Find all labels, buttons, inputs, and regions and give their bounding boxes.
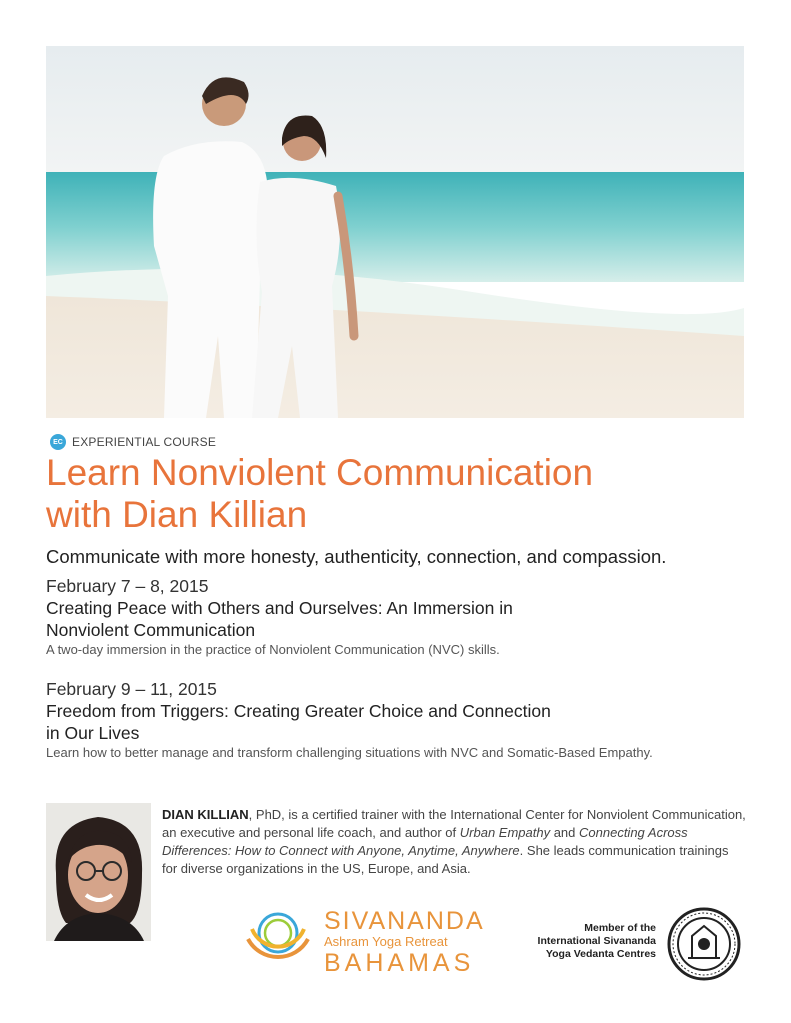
course-title [46, 700, 736, 744]
title-line-1: Learn Nonviolent Communication [46, 452, 594, 493]
course-type-label: EXPERIENTIAL COURSE [72, 435, 217, 449]
title-line-2: with Dian Killian [46, 494, 308, 535]
book-title: Connecting Across Differences: How to Connect with Anyone, Anytime, Anywhere [162, 825, 688, 858]
logo-line-1: SIVANANDA [324, 907, 485, 935]
member-line-2: International Sivananda [537, 935, 656, 947]
logo-line-3: BAHAMAS [324, 949, 475, 977]
course-block-1 [46, 576, 736, 659]
sivananda-seal-emblem [666, 906, 742, 987]
bio-text: . She leads communication trainings for diverse organizations in the US, Europe, and Asia. [162, 843, 729, 876]
membership-note [520, 922, 656, 961]
bio-text: and [550, 825, 580, 840]
page-title [46, 452, 746, 536]
course-title-line-2: in Our Lives [46, 723, 140, 743]
book-title: Urban Empathy [459, 825, 551, 840]
instructor-name: DIAN KILLIAN [162, 807, 249, 822]
bio-text: , PhD, is a certified trainer with the International Center for Nonviolent Communication, an executive and personal life coach, and author of [162, 807, 746, 840]
sivananda-rings-icon [246, 909, 316, 975]
member-line-3: Yoga Vedanta Centres [545, 948, 656, 960]
course-description: Learn how to better manage and transform challenging situations with NVC and Somatic-Based Empathy. [46, 745, 653, 760]
sivananda-logo [246, 908, 485, 976]
course-type-badge [50, 434, 216, 450]
hero-photo [46, 46, 744, 418]
course-title [46, 597, 736, 641]
instructor-bio [162, 806, 747, 878]
instructor-portrait [46, 803, 151, 941]
course-description: A two-day immersion in the practice of Nonviolent Communication (NVC) skills. [46, 642, 500, 657]
experiential-course-icon: EC [50, 434, 66, 450]
course-date: February 9 – 11, 2015 [46, 679, 217, 699]
course-title-line-1: Freedom from Triggers: Creating Greater Choice and Connection [46, 701, 551, 721]
tagline: Communicate with more honesty, authenticity, connection, and compassion. [46, 546, 667, 567]
course-block-2 [46, 679, 736, 762]
course-title-line-1: Creating Peace with Others and Ourselves: An Immersion in [46, 598, 513, 618]
course-title-line-2: Nonviolent Communication [46, 620, 256, 640]
member-line-1: Member of the [584, 922, 656, 934]
logo-line-2: Ashram Yoga Retreat [324, 934, 448, 949]
course-date: February 7 – 8, 2015 [46, 576, 209, 596]
